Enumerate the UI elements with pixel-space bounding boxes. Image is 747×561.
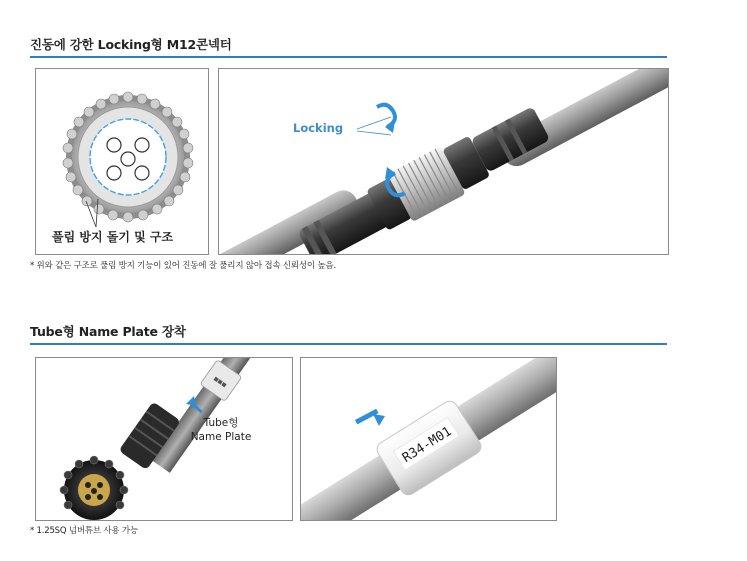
tube-tag-closeup-illustration	[301, 358, 556, 520]
locking-callout: Locking	[293, 121, 344, 135]
tube-name-plate-label-line1: Tube형	[203, 417, 239, 429]
section2-note: * 1.25SQ 넘버튜브 사용 가능	[30, 526, 138, 536]
section-title-locking: 진동에 강한 Locking형 M12콘넥터	[30, 37, 232, 52]
tube-name-plate-label	[176, 416, 266, 444]
tube-tag-closeup-panel	[300, 357, 557, 521]
locking-connector-illustration	[219, 69, 668, 254]
section-divider	[30, 56, 667, 58]
anti-loosening-label: 풀림 방지 돌기 및 구조	[48, 227, 177, 246]
tube-tag-text: R34-M01	[399, 424, 455, 466]
section-divider	[30, 343, 667, 345]
locking-connector-panel	[218, 68, 669, 255]
tube-name-plate-label-line2: Name Plate	[190, 431, 252, 443]
svg-text:■■■: ■■■	[212, 375, 228, 389]
connector-face-panel	[35, 68, 209, 255]
section1-note: * 위와 같은 구조로 풀림 방지 기능이 있어 진동에 잘 풀리지 않아 접속 신뢰성이 높음.	[30, 261, 336, 271]
section-title-name-plate: Tube형 Name Plate 장착	[30, 324, 186, 339]
name-plate-connector-panel	[35, 357, 293, 521]
